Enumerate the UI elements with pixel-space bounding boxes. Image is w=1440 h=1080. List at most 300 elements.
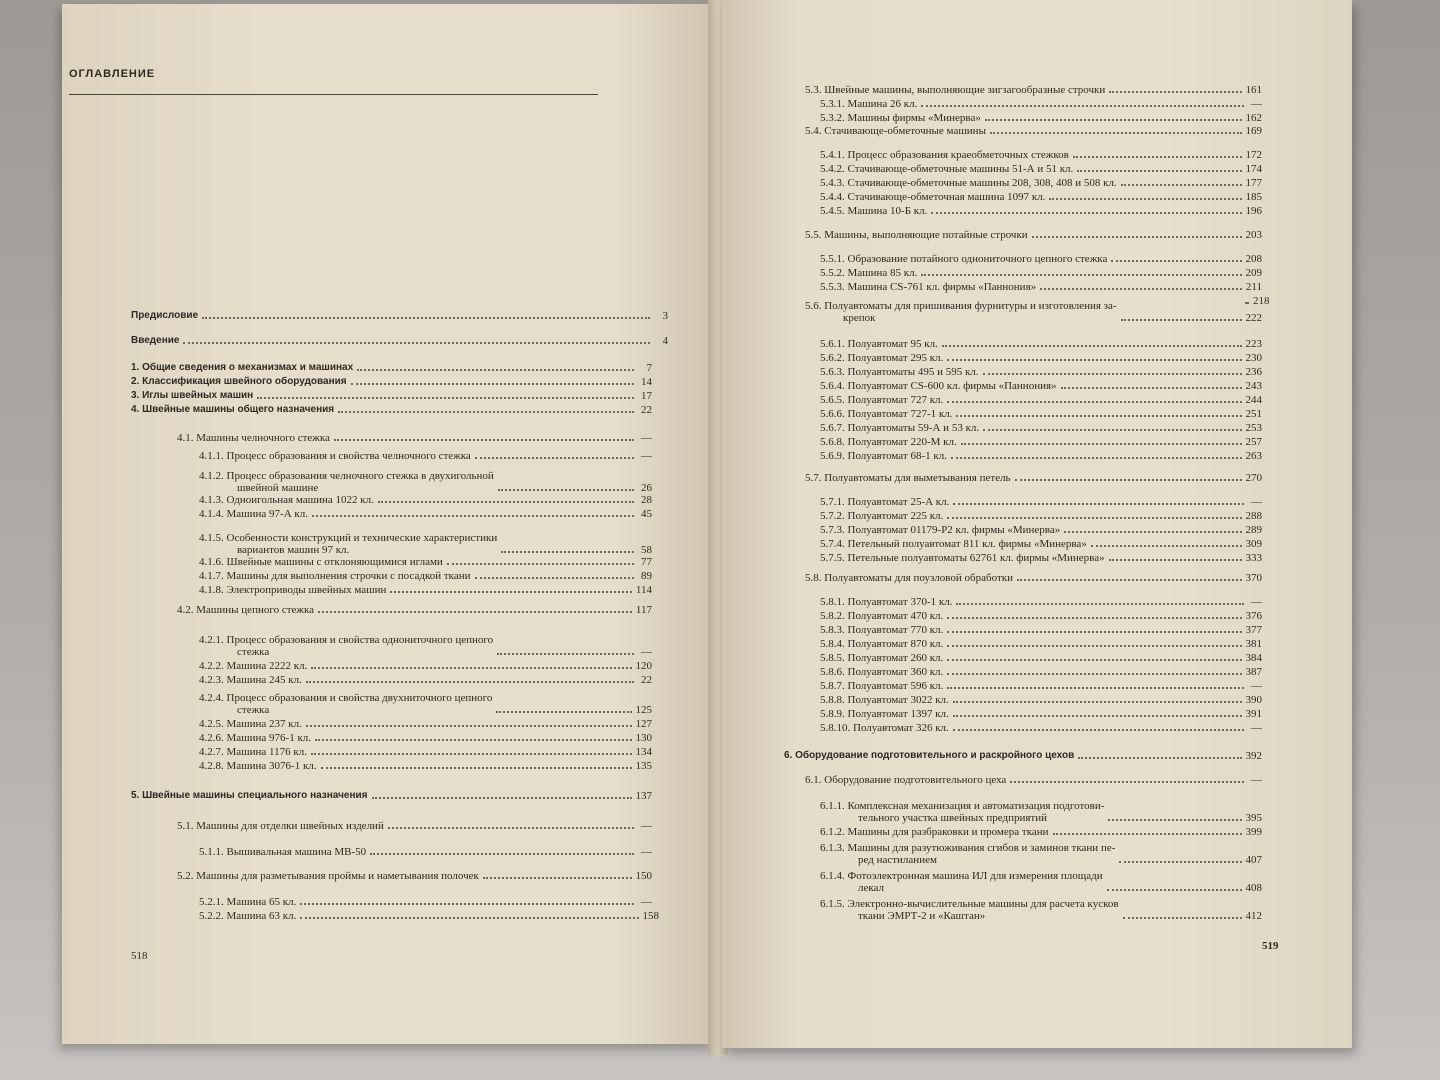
toc-page-number: 117 <box>635 604 652 616</box>
dot-leader <box>1049 198 1241 200</box>
dot-leader <box>921 274 1241 276</box>
toc-entry <box>805 300 1262 324</box>
dot-leader <box>321 767 632 769</box>
toc-page-number: 377 <box>1245 624 1262 636</box>
toc-entry <box>131 362 652 374</box>
dot-leader <box>1119 861 1241 863</box>
toc-page-number: 203 <box>1245 229 1262 241</box>
toc-entry-title: 5.4. Стачивающе-обметочные машины <box>805 125 986 137</box>
dot-leader <box>318 611 632 613</box>
toc-entry-title: 6.1.3. Машины для разутюживания сгибов и заминов ткани пе- ред настиланием <box>820 842 1116 866</box>
toc-page-number: 381 <box>1245 638 1262 650</box>
toc-entry-title: 5.8.9. Полуавтомат 1397 кл. <box>820 708 949 720</box>
dot-leader <box>956 603 1244 605</box>
toc-entry-title: 4.2.6. Машина 976-1 кл. <box>199 732 312 744</box>
toc-page-number: 288 <box>1245 510 1262 522</box>
toc-entry <box>805 229 1262 241</box>
dot-leader <box>947 659 1241 661</box>
toc-entry-title: 4.2.8. Машина 3076-1 кл. <box>199 760 317 772</box>
dot-leader <box>1017 579 1241 581</box>
toc-entry-title: 4.1.2. Процесс образования челночного стежка в двухигольной швейной машине <box>199 470 494 494</box>
toc-page-number: 77 <box>641 556 652 568</box>
toc-entry-title: 4.1.6. Швейные машины с отклоняющимися иглами <box>199 556 443 568</box>
toc-page-number: 135 <box>635 760 652 772</box>
toc-entry-title: 4.2.3. Машина 245 кл. <box>199 674 302 686</box>
toc-entry-title-continuation: вариантов машин 97 кл. <box>237 544 350 556</box>
toc-entry <box>199 760 652 772</box>
toc-entry-title: 6.1.2. Машины для разбраковки и промера ткани <box>820 826 1049 838</box>
toc-entry-title: 5.5.3. Машина CS-761 кл. фирмы «Паннония» <box>820 281 1037 293</box>
toc-page-number: 45 <box>641 508 652 520</box>
toc-page-number: 387 <box>1245 666 1262 678</box>
dot-leader <box>257 397 634 399</box>
toc-page-number: 263 <box>1245 450 1262 462</box>
toc-entry <box>199 896 652 908</box>
toc-entry <box>820 408 1262 420</box>
toc-entry <box>820 826 1262 838</box>
toc-entry-title: 5.8.4. Полуавтомат 870 кл. <box>820 638 944 650</box>
toc-page-number: 376 <box>1245 610 1262 622</box>
toc-entry <box>820 538 1262 550</box>
toc-entry-title: 4.1.8. Электроприводы швейных машин <box>199 584 387 596</box>
toc-entry <box>805 84 1262 96</box>
toc-entry <box>820 112 1262 124</box>
toc-entry <box>805 774 1262 786</box>
toc-entry <box>820 253 1262 265</box>
toc-entry-title-continuation: стежка <box>237 646 270 658</box>
toc-entry <box>820 596 1262 608</box>
toc-entry-title: 5.6.2. Полуавтомат 295 кл. <box>820 352 944 364</box>
toc-page-number: — <box>1251 680 1262 692</box>
toc-entry <box>820 652 1262 664</box>
toc-entry <box>820 624 1262 636</box>
dot-leader <box>1091 545 1242 547</box>
toc-entry <box>199 584 652 596</box>
toc-page-number: 270 <box>1245 472 1262 484</box>
toc-entry-title: 6.1.5. Электронно-вычислительные машины для расчета кусков ткани ЭМРТ-2 и «Каштан» <box>820 898 1119 922</box>
toc-page-number: 236 <box>1245 366 1262 378</box>
toc-heading: ОГЛАВЛЕНИЕ <box>69 68 156 80</box>
dot-leader <box>351 383 634 385</box>
toc-entry <box>820 436 1262 448</box>
toc-page-number: 3 <box>662 310 668 322</box>
toc-entry <box>177 604 652 616</box>
toc-page-number: — <box>1251 722 1262 734</box>
dot-leader <box>985 119 1242 121</box>
toc-entry-title: 5.2. Машины для разметывания проймы и наметывания полочек <box>177 870 479 882</box>
toc-entry-title: 5.1. Машины для отделки швейных изделий <box>177 820 384 832</box>
dot-leader <box>1108 819 1241 821</box>
toc-page-number: 211 <box>1245 281 1262 293</box>
toc-entry-title: 6.1.1. Комплексная механизация и автоматизация подготови- тельного участка швейных предприятий <box>820 800 1105 824</box>
dot-leader <box>953 503 1244 505</box>
toc-entry <box>199 732 652 744</box>
toc-page-number: 26 <box>641 482 652 494</box>
toc-page-number: — <box>641 432 652 444</box>
toc-page-number: — <box>641 646 652 658</box>
toc-page-number: 218 <box>1253 295 1270 307</box>
toc-entry <box>820 380 1262 392</box>
dot-leader <box>1107 889 1242 891</box>
toc-entry <box>199 470 652 494</box>
toc-page-number: — <box>641 820 652 832</box>
toc-page-number: 58 <box>641 544 652 556</box>
toc-entry <box>820 842 1262 866</box>
toc-page-number: 22 <box>641 404 652 416</box>
toc-page-number: 120 <box>635 660 652 672</box>
toc-page-number: 14 <box>641 376 652 388</box>
toc-entry-title: Предисловие <box>131 310 199 321</box>
dot-leader <box>1123 917 1242 919</box>
dot-leader <box>947 617 1241 619</box>
toc-page-number: 253 <box>1245 422 1262 434</box>
dot-leader <box>947 673 1241 675</box>
toc-entry <box>131 390 652 402</box>
toc-entry-title: 6.1.4. Фотоэлектронная машина ИЛ для измерения площади лекал <box>820 870 1103 894</box>
toc-page-number: — <box>641 846 652 858</box>
toc-page-number: 125 <box>635 704 652 716</box>
toc-entry-title: 5.7. Полуавтоматы для выметывания петель <box>805 472 1011 484</box>
toc-page-number: 230 <box>1245 352 1262 364</box>
toc-entry-title: 5.7.2. Полуавтомат 225 кл. <box>820 510 944 522</box>
toc-entry <box>820 338 1262 350</box>
toc-page-number: 127 <box>635 718 652 730</box>
toc-page-number: 158 <box>642 910 659 922</box>
dot-leader <box>498 489 634 491</box>
toc-entry-title: 5.5. Машины, выполняющие потайные строчки <box>805 229 1028 241</box>
dot-leader <box>338 411 634 413</box>
toc-entry <box>199 494 652 506</box>
toc-entry-title: 6. Оборудование подготовительного и раскройного цехов <box>784 750 1075 761</box>
toc-page-number: 22 <box>641 674 652 686</box>
toc-entry-title: 5.1.1. Вышивальная машина МВ-50 <box>199 846 367 858</box>
toc-entry <box>805 125 1262 137</box>
toc-page-number: 185 <box>1245 191 1262 203</box>
toc-entry <box>820 366 1262 378</box>
right-page-number: 519 <box>1262 940 1279 952</box>
toc-entry-title: 5.6.6. Полуавтомат 727-1 кл. <box>820 408 953 420</box>
toc-entry <box>784 750 1262 762</box>
dot-leader <box>501 551 634 553</box>
toc-entry-title: 4.1.4. Машина 97-А кл. <box>199 508 308 520</box>
toc-page-number: — <box>641 450 652 462</box>
toc-entry <box>820 163 1262 175</box>
toc-entry <box>820 694 1262 706</box>
dot-leader <box>357 369 634 371</box>
toc-entry <box>199 910 659 922</box>
toc-page-number: 4 <box>662 335 668 347</box>
dot-leader <box>1053 833 1242 835</box>
toc-entry-title: 5.8.1. Полуавтомат 370-1 кл. <box>820 596 953 608</box>
dot-leader <box>1061 387 1242 389</box>
toc-entry <box>820 98 1262 110</box>
dot-leader <box>1032 236 1242 238</box>
toc-entry <box>131 376 652 388</box>
toc-page-number: 162 <box>1245 112 1262 124</box>
toc-entry-title: Введение <box>131 335 180 346</box>
toc-page-number: 222 <box>1245 312 1262 324</box>
toc-entry-title: 3. Иглы швейных машин <box>131 390 254 401</box>
dot-leader <box>947 631 1241 633</box>
toc-entry-title: 4.2.7. Машина 1176 кл. <box>199 746 307 758</box>
dot-leader <box>1077 170 1241 172</box>
toc-entry-title: 4. Швейные машины общего назначения <box>131 404 335 415</box>
dot-leader <box>300 917 638 919</box>
toc-entry-title: 5.8.8. Полуавтомат 3022 кл. <box>820 694 949 706</box>
toc-entry <box>820 610 1262 622</box>
toc-entry-title: 4.1.1. Процесс образования и свойства челночного стежка <box>199 450 471 462</box>
dot-leader <box>311 753 632 755</box>
toc-entry <box>820 422 1262 434</box>
toc-entry <box>820 205 1262 217</box>
toc-entry <box>199 692 652 716</box>
left-page-number: 518 <box>131 950 148 962</box>
toc-entry-title: 4.1. Машины челночного стежка <box>177 432 330 444</box>
toc-entry <box>820 870 1262 894</box>
dot-leader <box>300 903 634 905</box>
toc-page-number: 134 <box>635 746 652 758</box>
toc-page-number: 333 <box>1245 552 1262 564</box>
dot-leader <box>1015 479 1242 481</box>
dot-leader <box>390 591 632 593</box>
toc-entry-title: 5.8.7. Полуавтомат 596 кл. <box>820 680 944 692</box>
dot-leader <box>388 827 634 829</box>
dot-leader <box>483 877 632 879</box>
toc-entry-title: 5.6.4. Полуавтомат CS-600 кл. фирмы «Паннония» <box>820 380 1057 392</box>
dot-leader <box>1109 559 1242 561</box>
toc-entry <box>820 666 1262 678</box>
toc-entry <box>177 820 652 832</box>
toc-entry <box>820 800 1262 824</box>
toc-entry-title: 5.2.1. Машина 65 кл. <box>199 896 297 908</box>
toc-entry <box>177 432 652 444</box>
toc-page-number: 209 <box>1245 267 1262 279</box>
toc-entry-title: 5.4.5. Машина 10-Б кл. <box>820 205 928 217</box>
toc-entry <box>199 532 652 556</box>
dot-leader <box>378 501 634 503</box>
toc-page-number: — <box>1251 774 1262 786</box>
toc-entry <box>805 472 1262 484</box>
toc-page-number: 244 <box>1245 394 1262 406</box>
dot-leader <box>947 645 1241 647</box>
toc-entry <box>199 660 652 672</box>
toc-page-number: 161 <box>1245 84 1262 96</box>
toc-entry-title: 5.8.2. Полуавтомат 470 кл. <box>820 610 944 622</box>
dot-leader <box>315 739 631 741</box>
toc-entry-title: 5.8.10. Полуавтомат 326 кл. <box>820 722 949 734</box>
toc-entry-title: 5.6.7. Полуавтоматы 59-А и 53 кл. <box>820 422 980 434</box>
toc-entry <box>820 552 1262 564</box>
dot-leader <box>947 687 1244 689</box>
toc-page-number: — <box>1251 496 1262 508</box>
toc-page-number: 130 <box>635 732 652 744</box>
toc-entry <box>820 267 1262 279</box>
dot-leader <box>921 105 1244 107</box>
toc-page-number: 407 <box>1245 854 1262 866</box>
toc-page-number: 7 <box>646 362 652 374</box>
toc-page-number: 150 <box>635 870 652 882</box>
toc-page-number: 177 <box>1245 177 1262 189</box>
toc-entry <box>820 496 1262 508</box>
toc-page-number: 251 <box>1245 408 1262 420</box>
dot-leader <box>990 132 1242 134</box>
toc-page-number: — <box>1251 98 1262 110</box>
toc-entry <box>805 572 1262 584</box>
dot-leader <box>334 439 634 441</box>
toc-entry <box>177 870 652 882</box>
toc-entry <box>820 149 1262 161</box>
toc-entry-title-continuation: лекал <box>858 882 885 894</box>
toc-entry <box>199 846 652 858</box>
dot-leader <box>311 667 631 669</box>
toc-page-number: — <box>1251 596 1262 608</box>
dot-leader <box>953 729 1244 731</box>
dot-leader <box>312 515 634 517</box>
toc-entry <box>820 450 1262 462</box>
toc-entry-title: 5.6.9. Полуавтомат 68-1 кл. <box>820 450 947 462</box>
dot-leader <box>983 373 1242 375</box>
dot-leader <box>306 681 634 683</box>
toc-entry-title: 4.1.5. Особенности конструкций и технические характеристики вариантов машин 97 кл. <box>199 532 498 556</box>
dot-leader <box>947 517 1241 519</box>
toc-page-number: 390 <box>1245 694 1262 706</box>
toc-entry-title: 4.2.1. Процесс образования и свойства однониточного цепного стежка <box>199 634 494 658</box>
toc-page-number: 395 <box>1245 812 1262 824</box>
toc-page-number: 172 <box>1245 149 1262 161</box>
toc-entry-title: 4.2.2. Машина 2222 кл. <box>199 660 308 672</box>
toc-entry-title: 4.1.3. Одноигольная машина 1022 кл. <box>199 494 374 506</box>
toc-page-number: 208 <box>1245 253 1262 265</box>
dot-leader <box>497 653 634 655</box>
toc-page-number: 370 <box>1245 572 1262 584</box>
dot-leader <box>956 415 1241 417</box>
toc-entry <box>131 310 668 322</box>
dot-leader <box>475 457 634 459</box>
toc-entry-title: 5.4.2. Стачивающе-обметочные машины 51-А и 51 кл. <box>820 163 1074 175</box>
toc-entry <box>820 281 1262 293</box>
toc-entry <box>199 674 652 686</box>
toc-entry-title: 5. Швейные машины специального назначения <box>131 790 368 801</box>
toc-page-number: 89 <box>641 570 652 582</box>
dot-leader <box>447 563 634 565</box>
dot-leader <box>983 429 1241 431</box>
dot-leader <box>953 701 1242 703</box>
toc-entry-title: 5.7.1. Полуавтомат 25-А кл. <box>820 496 950 508</box>
dot-leader <box>1078 757 1241 759</box>
dot-leader <box>951 457 1242 459</box>
toc-entry-title: 5.8.5. Полуавтомат 260 кл. <box>820 652 944 664</box>
toc-page-number: 408 <box>1245 882 1262 894</box>
toc-page-number: 137 <box>635 790 652 802</box>
dot-leader <box>953 715 1242 717</box>
dot-leader <box>1121 319 1242 321</box>
toc-entry <box>199 718 652 730</box>
toc-page-number: 223 <box>1245 338 1262 350</box>
dot-leader <box>496 711 631 713</box>
toc-page-number: 17 <box>641 390 652 402</box>
toc-entry-title: 5.7.5. Петельные полуавтоматы 62761 кл. фирмы «Минерва» <box>820 552 1105 564</box>
toc-page-number: 384 <box>1245 652 1262 664</box>
toc-entry-title: 5.3. Швейные машины, выполняющие зигзагообразные строчки <box>805 84 1106 96</box>
toc-entry-title: 6.1. Оборудование подготовительного цеха <box>805 774 1007 786</box>
toc-entry-title: 5.6.8. Полуавтомат 220-М кл. <box>820 436 957 448</box>
toc-entry-title: 5.4.1. Процесс образования краеобметочных стежков <box>820 149 1069 161</box>
heading-rule <box>69 94 598 95</box>
toc-entry-title: 5.5.1. Образование потайного однониточного цепного стежка <box>820 253 1108 265</box>
toc-entry-title: 5.6.5. Полуавтомат 727 кл. <box>820 394 944 406</box>
dot-leader <box>961 443 1242 445</box>
toc-entry-title: 5.7.4. Петельный полуавтомат 811 кл. фирмы «Минерва» <box>820 538 1087 550</box>
toc-entry-title: 5.5.2. Машина 85 кл. <box>820 267 918 279</box>
dot-leader <box>183 342 650 344</box>
toc-page-number: 196 <box>1245 205 1262 217</box>
toc-page-number: 257 <box>1245 436 1262 448</box>
toc-entry-title: 5.8.6. Полуавтомат 360 кл. <box>820 666 944 678</box>
dot-leader <box>947 401 1241 403</box>
dot-leader <box>1040 288 1242 290</box>
toc-entry-title-continuation: крепок <box>843 312 876 324</box>
toc-entry-title: 1. Общие сведения о механизмах и машинах <box>131 362 354 373</box>
dot-leader <box>372 797 632 799</box>
toc-entry-title: 5.4.4. Стачивающе-обметочная машина 1097 кл. <box>820 191 1046 203</box>
toc-entry-title: 5.6.3. Полуавтоматы 495 и 595 кл. <box>820 366 979 378</box>
toc-entry-title: 5.4.3. Стачивающе-обметочные машины 208, 308, 408 и 508 кл. <box>820 177 1117 189</box>
toc-entry-title: 2. Классификация швейного оборудования <box>131 376 347 387</box>
toc-entry <box>820 898 1262 922</box>
toc-page-number: 399 <box>1245 826 1262 838</box>
toc-page-number: 309 <box>1245 538 1262 550</box>
toc-entry-title: 5.3.1. Машина 26 кл. <box>820 98 918 110</box>
toc-entry <box>820 722 1262 734</box>
dot-leader <box>306 725 632 727</box>
toc-page-number: 114 <box>635 584 652 596</box>
toc-entry <box>820 177 1262 189</box>
toc-entry <box>199 508 652 520</box>
toc-entry-title: 4.2.5. Машина 237 кл. <box>199 718 302 730</box>
toc-entry-title: 5.7.3. Полуавтомат 01179-Р2 кл. фирмы «Минерва» <box>820 524 1061 536</box>
toc-entry <box>820 352 1262 364</box>
toc-entry-title-continuation: тельного участка швейных предприятий <box>858 812 1048 824</box>
toc-entry <box>199 556 652 568</box>
dot-leader <box>1064 531 1241 533</box>
toc-entry <box>199 570 652 582</box>
toc-entry-title-continuation: швейной машине <box>237 482 319 494</box>
dot-leader <box>1111 260 1241 262</box>
dot-leader <box>947 359 1241 361</box>
toc-page-number: 289 <box>1245 524 1262 536</box>
toc-page-number: 391 <box>1245 708 1262 720</box>
dot-leader <box>370 853 634 855</box>
toc-entry <box>820 680 1262 692</box>
toc-entry-title-continuation: ткани ЭМРТ-2 и «Каштан» <box>858 910 986 922</box>
toc-entry-title: 5.6. Полуавтоматы для пришивания фурнитуры и изготовления за- крепок <box>805 300 1117 324</box>
left-page <box>62 4 714 1044</box>
toc-entry-title: 4.2. Машины цепного стежка <box>177 604 315 616</box>
toc-page-number: 169 <box>1245 125 1262 137</box>
toc-entry <box>820 638 1262 650</box>
toc-entry <box>820 510 1262 522</box>
dot-leader <box>475 577 634 579</box>
toc-entry <box>820 394 1262 406</box>
toc-entry-title-continuation: стежка <box>237 704 270 716</box>
toc-entry <box>131 790 652 802</box>
toc-entry-title: 5.6.1. Полуавтомат 95 кл. <box>820 338 938 350</box>
toc-page-number: 243 <box>1245 380 1262 392</box>
toc-entry-title-continuation: ред настиланием <box>858 854 937 866</box>
toc-entry <box>199 634 652 658</box>
dot-leader <box>1010 781 1244 783</box>
toc-entry-title: 4.2.4. Процесс образования и свойства двухниточного цепного стежка <box>199 692 493 716</box>
